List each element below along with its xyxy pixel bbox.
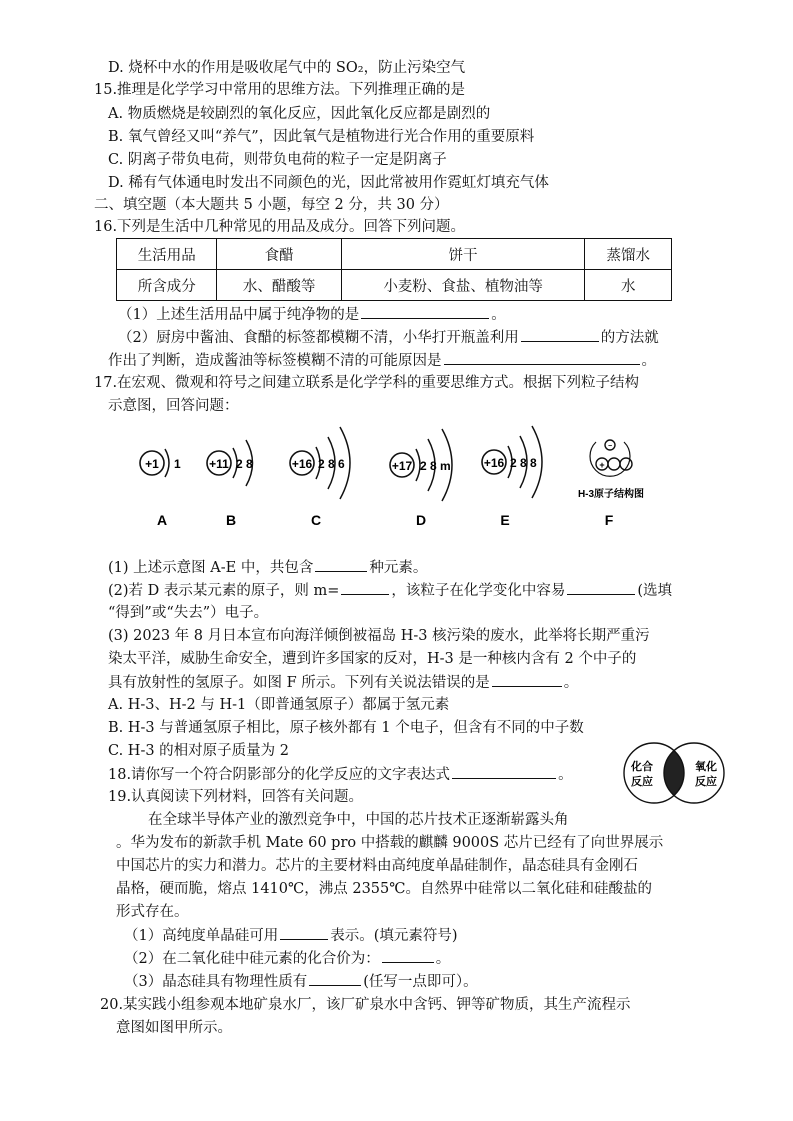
- diagram-caption: H-3原子结构图: [577, 489, 645, 500]
- particle-diagrams: [0, 410, 793, 535]
- answer-blank[interactable]: [567, 580, 635, 595]
- nucleus-charge: +17: [391, 459, 413, 473]
- diagram-label: C: [310, 512, 322, 528]
- q17-sub3-line3: [108, 672, 578, 693]
- q19-sub1-end: 表示。(填元素符号): [330, 928, 458, 944]
- q19-paragraph-line: 在全球半导体产业的激烈竞争中，中国的芯片技术正逐渐崭露头角: [148, 812, 569, 828]
- atom-diagram-e: [482, 426, 542, 528]
- table-cell: 水: [585, 270, 672, 301]
- venn-right-label: 氧化: [695, 761, 717, 773]
- diagram-label: A: [156, 512, 168, 528]
- q15-option-a: A. 物质燃烧是较剧烈的氧化反应，因此氧化反应都是剧烈的: [108, 106, 491, 122]
- q16-sub2-end: 的方法就: [600, 330, 659, 346]
- q16-sub2: [118, 327, 659, 348]
- q16-sub2-line2-end: 。: [641, 353, 656, 369]
- q18-stem-text: 18.请你写一个符合阴影部分的化学反应的文字表达式: [108, 767, 451, 783]
- q17-sub1-end: 种元素。: [369, 560, 428, 576]
- q17-sub2-text: (2)若 D 表示某元素的原子，则 m=: [108, 583, 340, 599]
- q17-stem: 17.在宏观、微观和符号之间建立联系是化学学科的重要思维方式。根据下列粒子结构: [94, 375, 640, 391]
- q17-sub3-line1: (3) 2023 年 8 月日本宣布向海洋倾倒被福岛 H-3 核污染的废水，此举将长期严重污: [108, 628, 650, 644]
- q17-sub2-mid: ，该粒子在化学变化中容易: [391, 583, 566, 599]
- section-heading: 二、填空题（本大题共 5 小题，每空 2 分，共 30 分）: [94, 197, 449, 213]
- q15-option-d: D. 稀有气体通电时发出不同颜色的光，因此常被用作霓虹灯填充气体: [108, 175, 549, 191]
- nucleus-charge: +1: [145, 457, 159, 471]
- table-cell: 所含成分: [117, 270, 217, 301]
- shell-electrons: 2 8 m: [420, 459, 451, 473]
- neutron-icon: [608, 458, 620, 470]
- nucleus-charge: +11: [209, 457, 229, 471]
- venn-left-label: 反应: [631, 776, 653, 788]
- q16-sub2-line2: [108, 350, 656, 371]
- q19-paragraph-line: 。华为发布的新款手机 Mate 60 pro 中搭载的麒麟 9000S 芯片已经有了向世界展示: [116, 835, 664, 851]
- q17-sub3-line3-text: 具有放射性的氢原子。如图 F 所示。下列有关说法错误的是: [108, 675, 490, 691]
- table-cell: 小麦粉、食盐、植物油等: [341, 270, 585, 301]
- nucleus-charge: +16: [483, 456, 505, 470]
- q17-sub3-line2: 染太平洋，威胁生命安全，遭到许多国家的反对，H-3 是一种核内含有 2 个中子的: [108, 651, 637, 667]
- q16-sub2-line2-text: 作出了判断，造成酱油等标签模糊不清的可能原因是: [108, 353, 442, 369]
- q16-sub1-end: 。: [491, 307, 506, 323]
- answer-blank[interactable]: [452, 764, 556, 779]
- svg-text:+: +: [599, 460, 605, 470]
- atom-diagram-c: [290, 427, 350, 528]
- answer-blank[interactable]: [492, 672, 562, 687]
- shell-electrons: 2 8 8: [510, 456, 537, 470]
- q17-sub3-line3-end: 。: [563, 675, 579, 691]
- shell-electrons: 1: [174, 457, 181, 471]
- q19-sub2: [124, 948, 450, 969]
- q17-sub2: [108, 580, 672, 601]
- q19-sub3: [124, 971, 478, 992]
- diagram-label: E: [500, 512, 510, 528]
- q16-sub1: [118, 304, 506, 325]
- q16-sub2-text: （2）厨房中酱油、食醋的标签都模糊不清，小华打开瓶盖利用: [118, 330, 519, 346]
- answer-blank[interactable]: [521, 327, 599, 342]
- venn-diagram: [618, 740, 730, 806]
- q17-option-a: A. H-3、H-2 与 H-1（即普通氢原子）都属于氢元素: [108, 697, 450, 713]
- q19-sub3-text: （3）晶态硅具有物理性质有: [124, 974, 308, 990]
- q18-stem: [108, 764, 573, 785]
- table-cell: 生活用品: [117, 239, 217, 270]
- q17-stem-line2: 示意图，回答问题：: [108, 398, 239, 414]
- venn-left-label: 化合: [631, 761, 653, 773]
- q16-table: [116, 238, 672, 301]
- q15-option-c: C. 阴离子带负电荷，则带负电荷的粒子一定是阴离子: [108, 152, 447, 168]
- q15-option-b: B. 氧气曾经又叫“养气”，因此氧气是植物进行光合作用的重要原料: [108, 129, 535, 145]
- q17-option-c: C. H-3 的相对原子质量为 2: [108, 743, 290, 759]
- q19-sub2-end: 。: [435, 951, 451, 967]
- answer-blank[interactable]: [361, 304, 489, 319]
- atom-diagram-b: [207, 440, 253, 528]
- answer-blank[interactable]: [315, 557, 367, 572]
- table-row: [117, 239, 672, 270]
- q19-stem: 19.认真阅读下列材料，回答有关问题。: [108, 789, 364, 805]
- diagram-label: B: [225, 512, 237, 528]
- diagram-label: F: [604, 512, 614, 528]
- q19-paragraph-line: 形式存在。: [116, 904, 189, 920]
- h3-atom-structure-diagram: [578, 440, 644, 528]
- q20-stem: 20.某实践小组参观本地矿泉水厂，该厂矿泉水中含钙、钾等矿物质，其生产流程示: [100, 997, 631, 1013]
- shell-electrons: 2 8: [236, 457, 253, 471]
- q19-paragraph-line: 中国芯片的实力和潜力。芯片的主要材料由高纯度单晶硅制作，晶态硅具有金刚石: [116, 858, 638, 874]
- q16-sub1-text: （1）上述生活用品中属于纯净物的是: [118, 307, 360, 323]
- table-cell: 食醋: [217, 239, 341, 270]
- nucleus-charge: +16: [291, 457, 313, 471]
- diagram-label: D: [415, 512, 427, 528]
- q17-sub2-line2: “得到”或“失去”）电子。: [108, 605, 269, 621]
- q19-sub2-text: （2）在二氧化硅中硅元素的化合价为：: [124, 951, 380, 967]
- q14-option-d: D. 烧杯中水的作用是吸收尾气中的 SO₂，防止污染空气: [108, 60, 466, 76]
- q17-sub1-text: (1) 上述示意图 A-E 中，共包含: [108, 560, 314, 576]
- answer-blank[interactable]: [341, 580, 389, 595]
- atom-diagram-d: [390, 429, 452, 528]
- atom-diagram-a: [140, 449, 181, 528]
- answer-blank[interactable]: [382, 948, 434, 963]
- q19-sub1-text: （1）高纯度单晶硅可用: [124, 928, 279, 944]
- answer-blank[interactable]: [444, 350, 640, 365]
- q19-sub1: [124, 925, 458, 946]
- q17-sub2-end: (选填: [637, 583, 673, 599]
- answer-blank[interactable]: [309, 971, 361, 986]
- q19-sub3-end: (任写一点即可）。: [363, 974, 478, 990]
- q19-paragraph-line: 晶格，硬而脆，熔点 1410℃，沸点 2355℃。自然界中硅常以二氧化硅和硅酸盐的: [116, 881, 652, 897]
- table-cell: 饼干: [341, 239, 585, 270]
- table-row: [117, 270, 672, 301]
- svg-text:−: −: [607, 443, 613, 450]
- q17-sub1: [108, 557, 427, 578]
- shell-electrons: 2 8 6: [318, 457, 345, 471]
- q20-stem-line2: 意图如图甲所示。: [116, 1020, 232, 1036]
- answer-blank[interactable]: [280, 925, 328, 940]
- table-cell: 蒸馏水: [585, 239, 672, 270]
- q16-stem: 16.下列是生活中几种常见的用品及成分。回答下列问题。: [94, 219, 466, 235]
- q15-stem: 15.推理是化学学习中常用的思维方法。下列推理正确的是: [94, 82, 466, 98]
- q18-stem-end: 。: [558, 767, 573, 783]
- venn-right-label: 反应: [695, 776, 717, 788]
- table-cell: 水、醋酸等: [217, 270, 341, 301]
- electron-shell-arc: [165, 449, 169, 477]
- q17-option-b: B. H-3 与普通氢原子相比，原子核外都有 1 个电子，但含有不同的中子数: [108, 720, 584, 736]
